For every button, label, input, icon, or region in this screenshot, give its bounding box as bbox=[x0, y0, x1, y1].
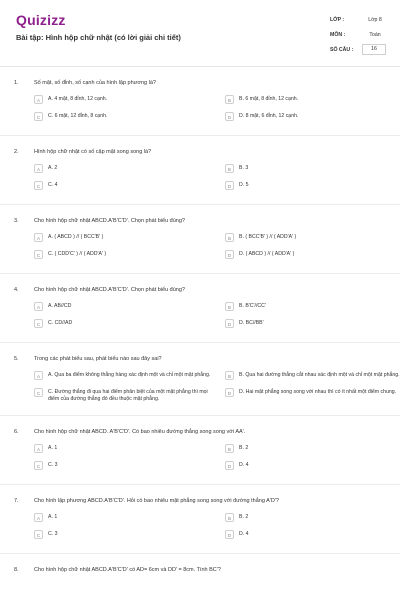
question-text: Cho hình hộp chữ nhật ABCD.A'B'C'D' có AD= 6cm và DD' = 8cm. Tính BC'? bbox=[34, 567, 221, 573]
answer-option[interactable] bbox=[225, 388, 400, 403]
question-divider bbox=[0, 204, 400, 205]
option-letter-box[interactable]: C bbox=[34, 461, 43, 470]
question-header bbox=[0, 497, 400, 505]
option-text: A. AB//CD bbox=[48, 303, 72, 309]
option-letter-box[interactable]: C bbox=[34, 250, 43, 259]
question-number: 3. bbox=[14, 218, 19, 224]
meta-label: MÔN : bbox=[330, 31, 346, 38]
answer-option[interactable] bbox=[34, 250, 215, 261]
meta-label: LỚP : bbox=[330, 16, 345, 23]
question-divider bbox=[0, 342, 400, 343]
question-number: 5. bbox=[14, 356, 19, 362]
option-text: A. 1 bbox=[48, 445, 58, 451]
option-text: C. Đường thẳng đi qua hai điểm phân biệt của một mặt phẳng thì mọi điểm của đường thẳng đó đều thuộc mặt phẳng. bbox=[48, 389, 208, 402]
question-item bbox=[0, 217, 400, 261]
option-letter-box[interactable]: C bbox=[34, 181, 43, 190]
option-letter-box[interactable]: D bbox=[225, 112, 234, 121]
answer-option[interactable] bbox=[225, 371, 400, 382]
question-item bbox=[0, 286, 400, 330]
answer-option[interactable] bbox=[34, 112, 215, 123]
option-letter-box[interactable]: B bbox=[225, 164, 234, 173]
question-header bbox=[0, 148, 400, 156]
option-letter-box[interactable]: B bbox=[225, 371, 234, 380]
option-text: D. 4 bbox=[239, 462, 249, 468]
question-text: Cho hình lập phương ABCD.A'B'C'D'. Hỏi có bao nhiêu mặt phẳng song song với đường thẳng A'D'? bbox=[34, 498, 279, 504]
answer-option[interactable] bbox=[225, 530, 400, 541]
question-item bbox=[0, 355, 400, 403]
answer-option[interactable] bbox=[34, 371, 215, 382]
question-number: 2. bbox=[14, 149, 19, 155]
question-text: Cho hình hộp chữ nhật ABCD. A'B'C'D'. Có bao nhiêu đường thẳng song song với AA'. bbox=[34, 429, 246, 435]
question-text: Cho hình hộp chữ nhật ABCD.A'B'C'D'. Chọn phát biểu đúng? bbox=[34, 287, 185, 293]
option-grid bbox=[0, 233, 400, 261]
question-text: Trong các phát biểu sau, phát biểu nào sau đây sai? bbox=[34, 356, 162, 362]
option-letter-box[interactable]: B bbox=[225, 302, 234, 311]
option-text: D. 8 mặt, 6 đỉnh, 12 cạnh. bbox=[239, 113, 299, 119]
option-grid bbox=[0, 302, 400, 330]
header bbox=[0, 0, 400, 60]
question-number: 1. bbox=[14, 80, 19, 86]
option-text: D. 4 bbox=[239, 531, 249, 537]
option-letter-box[interactable]: C bbox=[34, 319, 43, 328]
question-number: 6. bbox=[14, 429, 19, 435]
option-text: D. ( ABCD ) // ( ADD'A' ) bbox=[239, 251, 295, 257]
question-item bbox=[0, 148, 400, 192]
option-text: A. 1 bbox=[48, 514, 58, 520]
question-divider bbox=[0, 553, 400, 554]
option-grid bbox=[0, 513, 400, 541]
meta-value: Lớp 8 bbox=[368, 16, 382, 23]
answer-option[interactable] bbox=[34, 530, 215, 541]
option-text: B. 6 mặt, 8 đỉnh, 12 cạnh. bbox=[239, 96, 299, 102]
option-letter-box[interactable]: D bbox=[225, 530, 234, 539]
answer-option[interactable] bbox=[225, 302, 400, 313]
answer-option[interactable] bbox=[225, 513, 400, 524]
option-text: B. 2 bbox=[239, 514, 249, 520]
quizizz-logo: Quizizz bbox=[16, 12, 66, 28]
meta-row-subject bbox=[330, 27, 386, 42]
question-text: Cho hình hộp chữ nhật ABCD.A'B'C'D'. Chọn phát biểu đúng? bbox=[34, 218, 185, 224]
meta-info bbox=[330, 12, 386, 57]
option-letter-box[interactable]: A bbox=[34, 233, 43, 242]
option-letter-box[interactable]: B bbox=[225, 513, 234, 522]
option-text: B. ( BCC'B' ) // ( ADD'A' ) bbox=[239, 234, 297, 240]
question-divider bbox=[0, 273, 400, 274]
option-letter-box[interactable]: A bbox=[34, 95, 43, 104]
question-header bbox=[0, 566, 400, 574]
option-grid bbox=[0, 371, 400, 403]
option-letter-box[interactable]: A bbox=[34, 444, 43, 453]
option-letter-box[interactable]: A bbox=[34, 164, 43, 173]
answer-option[interactable] bbox=[34, 233, 215, 244]
option-text: C. ( CDD'C' ) // ( ADD'A' ) bbox=[48, 251, 107, 257]
answer-option[interactable] bbox=[34, 95, 215, 106]
meta-label: SỐ CÂU : bbox=[330, 46, 354, 53]
option-letter-box[interactable]: B bbox=[225, 444, 234, 453]
page-title: Bài tập: Hình hộp chữ nhật (có lời giải chi tiết) bbox=[16, 33, 181, 42]
question-item bbox=[0, 566, 400, 574]
option-text: A. 2 bbox=[48, 165, 58, 171]
option-letter-box[interactable]: C bbox=[34, 112, 43, 121]
option-text: A. ( ABCD ) // ( BCC'B' ) bbox=[48, 234, 104, 240]
answer-option[interactable] bbox=[34, 513, 215, 524]
meta-value: 16 bbox=[362, 44, 386, 55]
option-text: B. 3 bbox=[239, 165, 249, 171]
question-number: 7. bbox=[14, 498, 19, 504]
option-letter-box[interactable]: D bbox=[225, 181, 234, 190]
meta-value: Toán bbox=[369, 31, 381, 38]
question-text: Số mặt, số đỉnh, số cạnh của hình lập phương là? bbox=[34, 80, 156, 86]
header-divider bbox=[0, 66, 400, 67]
option-text: C. 3 bbox=[48, 462, 58, 468]
option-text: C. 4 bbox=[48, 182, 58, 188]
question-item bbox=[0, 79, 400, 123]
question-divider bbox=[0, 484, 400, 485]
meta-row-grade bbox=[330, 12, 386, 27]
answer-option[interactable] bbox=[225, 461, 400, 472]
question-header bbox=[0, 355, 400, 363]
option-text: B. Qua hai đường thẳng cắt nhau xác định một và chỉ một mặt phẳng. bbox=[239, 372, 400, 378]
option-letter-box[interactable]: A bbox=[34, 513, 43, 522]
option-text: C. 3 bbox=[48, 531, 58, 537]
answer-option[interactable] bbox=[225, 250, 400, 261]
option-text: D. Hai mặt phẳng song song với nhau thì có ít nhất một điểm chung. bbox=[239, 389, 397, 395]
option-letter-box[interactable]: A bbox=[34, 302, 43, 311]
question-number: 4. bbox=[14, 287, 19, 293]
option-letter-box[interactable]: B bbox=[225, 233, 234, 242]
option-text: C. CD//AD bbox=[48, 320, 73, 326]
answer-option[interactable] bbox=[34, 444, 215, 455]
answer-option[interactable] bbox=[34, 164, 215, 175]
option-text: D. 5 bbox=[239, 182, 249, 188]
option-letter-box[interactable]: D bbox=[225, 388, 234, 397]
answer-option[interactable] bbox=[34, 461, 215, 472]
answer-option[interactable] bbox=[225, 181, 400, 192]
answer-option[interactable] bbox=[225, 233, 400, 244]
question-divider bbox=[0, 135, 400, 136]
option-letter-box[interactable]: A bbox=[34, 371, 43, 380]
answer-option[interactable] bbox=[225, 319, 400, 330]
option-text: A. 4 mặt, 8 đỉnh, 12 cạnh. bbox=[48, 96, 108, 102]
question-header bbox=[0, 217, 400, 225]
option-text: B. 2 bbox=[239, 445, 249, 451]
option-text: D. BC//BB' bbox=[239, 320, 264, 326]
answer-option[interactable] bbox=[34, 388, 215, 403]
option-letter-box[interactable]: D bbox=[225, 319, 234, 328]
answer-option[interactable] bbox=[225, 95, 400, 106]
option-grid bbox=[0, 164, 400, 192]
answer-option[interactable] bbox=[34, 319, 215, 330]
question-number: 8. bbox=[14, 567, 19, 573]
question-item bbox=[0, 497, 400, 541]
option-letter-box[interactable]: B bbox=[225, 95, 234, 104]
option-letter-box[interactable]: D bbox=[225, 250, 234, 259]
meta-row-count bbox=[330, 42, 386, 57]
answer-option[interactable] bbox=[225, 444, 400, 455]
question-text: Hình hộp chữ nhật có số cặp mặt song song là? bbox=[34, 149, 152, 155]
option-grid bbox=[0, 444, 400, 472]
question-header bbox=[0, 286, 400, 294]
question-header bbox=[0, 79, 400, 87]
question-list bbox=[0, 79, 400, 582]
answer-option[interactable] bbox=[34, 302, 215, 313]
question-divider bbox=[0, 415, 400, 416]
option-text: A. Qua ba điểm không thẳng hàng xác định một và chỉ một mặt phẳng. bbox=[48, 372, 211, 378]
option-text: B. B'C'//CC' bbox=[239, 303, 266, 309]
answer-option[interactable] bbox=[225, 164, 400, 175]
option-letter-box[interactable]: C bbox=[34, 530, 43, 539]
option-letter-box[interactable]: D bbox=[225, 461, 234, 470]
question-item bbox=[0, 428, 400, 472]
answer-option[interactable] bbox=[34, 181, 215, 192]
option-letter-box[interactable]: C bbox=[34, 388, 43, 397]
option-grid bbox=[0, 95, 400, 123]
question-header bbox=[0, 428, 400, 436]
answer-option[interactable] bbox=[225, 112, 400, 123]
option-text: C. 6 mặt, 12 đỉnh, 8 cạnh. bbox=[48, 113, 108, 119]
